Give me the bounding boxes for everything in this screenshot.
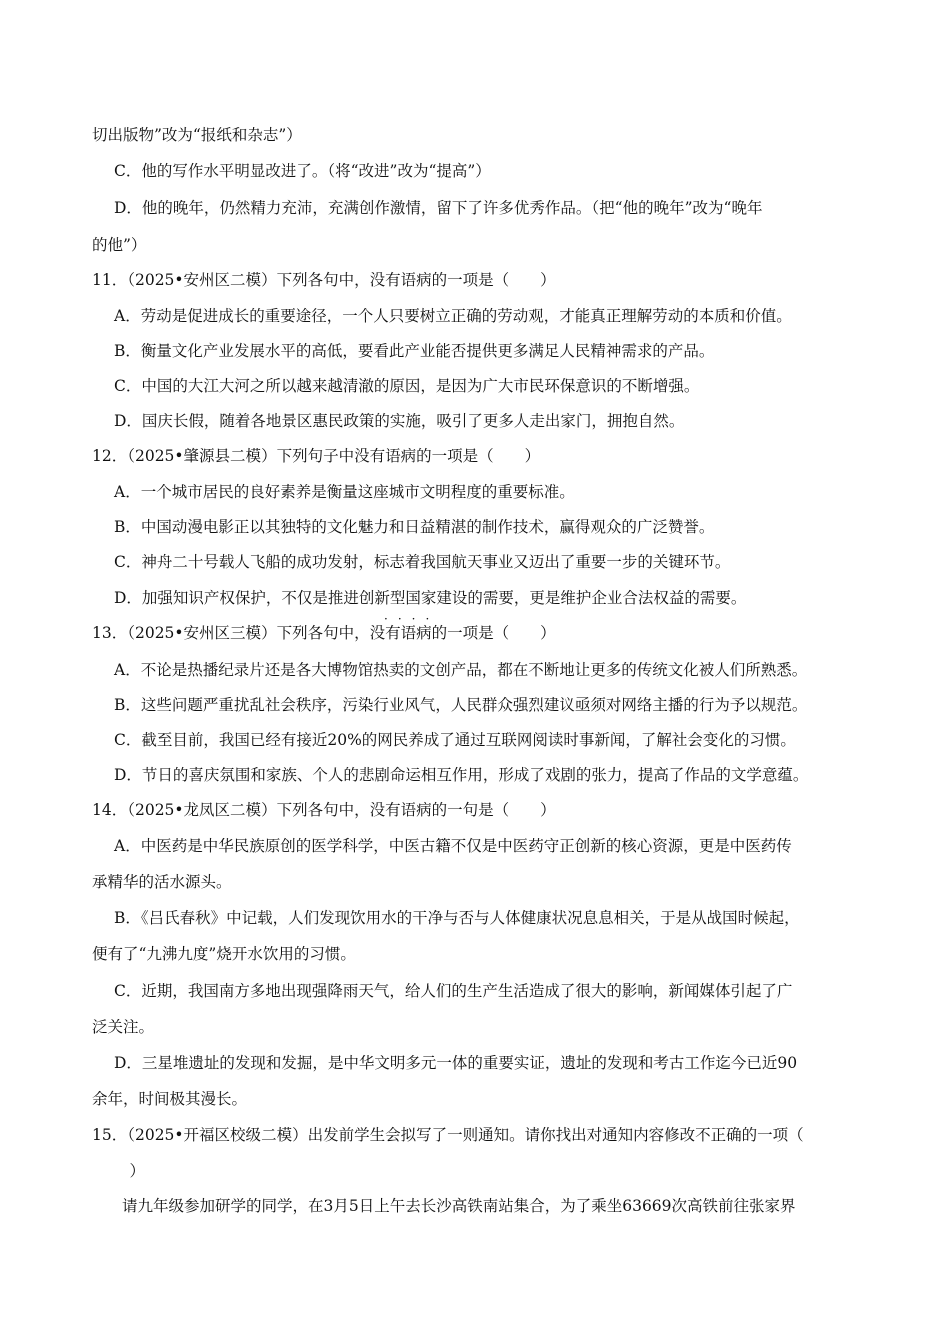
question-14: 14．（2025•龙凤区二模）下列各句中，没有语病的一句是（ ） [92, 801, 556, 819]
text-line: 切出版物”改为“报纸和杂志”） [92, 126, 302, 144]
option-b: B．衡量文化产业发展水平的高低，要看此产业能否提供更多满足人民精神需求的产品。 [114, 342, 715, 360]
option-c: C．他的写作水平明显改进了。（将“改进”改为“提高”） [114, 162, 491, 180]
option-d: D．节日的喜庆氛围和家族、个人的悲剧命运相互作用，形成了戏剧的张力，提高了作品的文学意蕴。 [114, 766, 809, 784]
question-15: 15．（2025•开福区校级二模）出发前学生会拟写了一则通知。请你找出对通知内容修改不正确的一项（ [92, 1126, 804, 1144]
option-d: D．三星堆遗址的发现和发掘，是中华文明多元一体的重要实证，遗址的发现和考古工作迄今已近90 [114, 1054, 798, 1072]
option-d: D．加强知识产权保护，不仅是推进创新型国家建设的需要，更是维护企业合法权益的需要。 [114, 589, 747, 607]
text-line: ） [114, 1162, 146, 1180]
text-line: 的他”） [92, 236, 147, 254]
option-c: C．截至目前，我国已经有接近20%的网民养成了通过互联网阅读时事新闻，了解社会变化的习惯。 [114, 731, 796, 749]
option-a: A．劳动是促进成长的重要途径，一个人只要树立正确的劳动观，才能真正理解劳动的本质和价值。 [114, 307, 792, 325]
emphasis-dots: ···· [384, 612, 440, 626]
option-a: A．不论是热播纪录片还是各大博物馆热卖的文创产品，都在不断地让更多的传统文化被人们所熟悉。 [114, 661, 808, 679]
text-line: 余年，时间极其漫长。 [92, 1090, 248, 1108]
text-line: 便有了“九沸九度”烧开水饮用的习惯。 [92, 945, 356, 963]
option-d: D．国庆长假，随着各地景区惠民政策的实施，吸引了更多人走出家门，拥抱自然。 [114, 412, 685, 430]
question-12: 12．（2025•肇源县二模）下列句子中没有语病的一项是（ ） [92, 447, 541, 465]
option-a: A．中医药是中华民族原创的医学科学，中医古籍不仅是中医药守正创新的核心资源，更是中医药传 [114, 837, 792, 855]
text-line: 泛关注。 [92, 1018, 155, 1036]
option-b: B．中国动漫电影正以其独特的文化魅力和日益精湛的制作技术，赢得观众的广泛赞誉。 [114, 518, 715, 536]
notice-text: 请九年级参加研学的同学，在3月5日上午去长沙高铁南站集合，为了乘坐63669次高铁前往张家界 [122, 1197, 796, 1215]
option-b: B．《吕氏春秋》中记载，人们发现饮用水的干净与否与人体健康状况息息相关，于是从战国时候起， [114, 909, 800, 927]
option-c: C．近期，我国南方多地出现强降雨天气，给人们的生产生活造成了很大的影响，新闻媒体引起了广 [114, 982, 793, 1000]
question-11: 11．（2025•安州区二模）下列各句中，没有语病的一项是（ ） [92, 271, 556, 289]
option-c: C．中国的大江大河之所以越来越清澈的原因，是因为广大市民环保意识的不断增强。 [114, 377, 700, 395]
option-b: B．这些问题严重扰乱社会秩序，污染行业风气，人民群众强烈建议亟须对网络主播的行为予以规范。 [114, 696, 808, 714]
option-c: C．神舟二十号载人飞船的成功发射，标志着我国航天事业又迈出了重要一步的关键环节。 [114, 553, 731, 571]
option-a: A．一个城市居民的良好素养是衡量这座城市文明程度的重要标准。 [114, 483, 575, 501]
text-line: 承精华的活水源头。 [92, 873, 232, 891]
question-13: 13．（2025•安州区三模）下列各句中，没有语病的一项是（ ） [92, 624, 556, 642]
option-d: D．他的晚年，仍然精力充沛，充满创作激情，留下了许多优秀作品。（把“他的晚年”改为“晚年 [114, 199, 763, 217]
